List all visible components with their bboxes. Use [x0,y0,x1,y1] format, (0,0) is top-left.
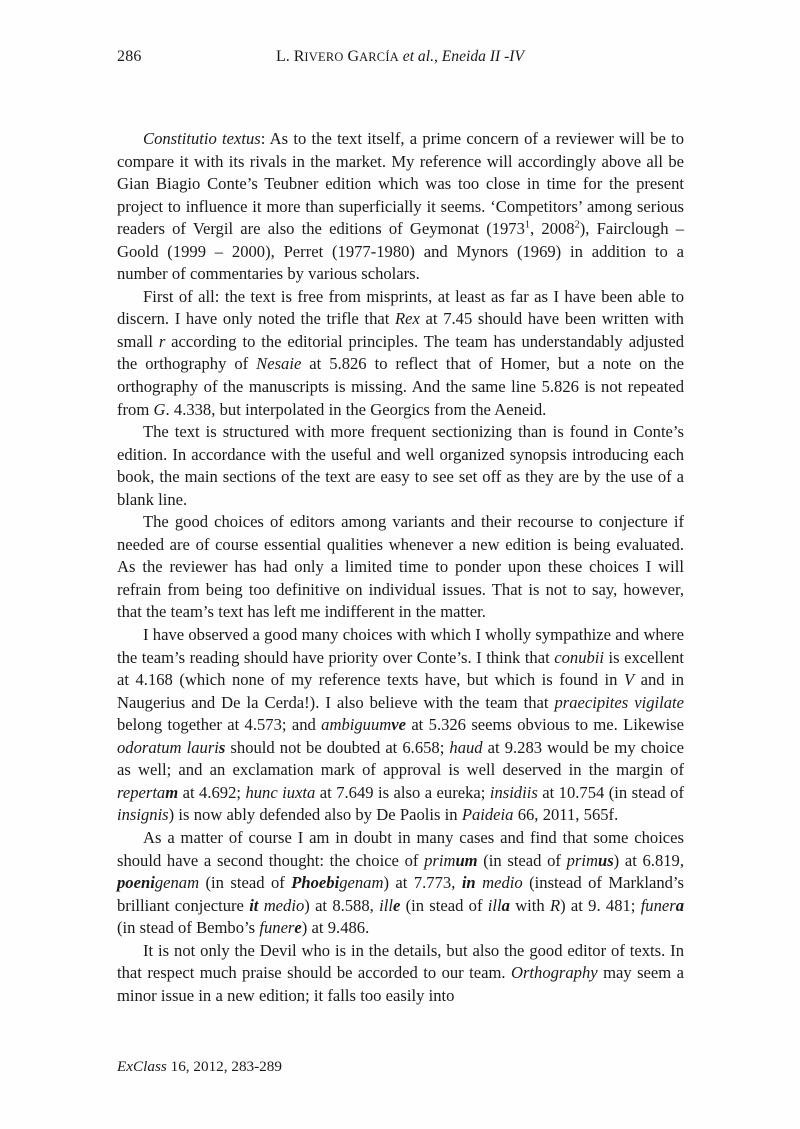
text-run: Orthography [510,963,598,983]
text-run: us [597,850,614,870]
text-run: V [623,670,635,690]
text-run: a [501,895,510,915]
running-head [117,46,683,68]
author-family-smallcaps: ARCÍA [359,50,399,64]
text-run: hunc iuxta [245,782,316,802]
text-run: poeni [117,873,155,893]
text-run: Paideia [461,805,514,825]
text-run: reperta [117,782,166,802]
text-run: praecipites vigilate [554,692,684,712]
text-run: genam [339,873,384,893]
text-run: 1 [524,219,531,231]
author-family-initial: G [343,48,360,65]
text-run: a [675,895,685,915]
text-run: Phoebi [291,873,340,893]
para-matter-of-course: As a matter of course I am in doubt in many cases and find that some choices should have a second thought: the choice of primum (in stead of primus) at 6.819, poenigenam (in stead of Phoebigenam) at 7.773, in medio (instead of Markland’s brilliant conjecture it medio) at 8.588, ille (in stead of illa with R) at 9. 481; funera (in stead of Bembo’s funere) at 9.486. [117,827,685,938]
text-run: insignis [117,805,169,825]
text-run: G [153,399,166,419]
text-run: insidiis [489,782,538,802]
text-run: medio [258,895,305,915]
text-run: r [158,331,166,351]
text-run: R [549,895,561,915]
text-run: odoratum lauri [117,737,219,757]
text-run: prim [424,850,456,870]
text-run: ill [487,895,502,915]
text-run: ambiguum [321,715,392,735]
text-run: haud [449,737,483,757]
text-run: s [218,737,226,757]
author-surname-smallcaps: IVERO [304,50,344,64]
running-head-title [117,46,683,68]
para-devil-details: It is not only the Devil who is in the details, but also the good editor of texts. In that respect much praise should be accorded to our team. Orthography may seem a minor issue in a new edition; it falls too easily into [117,940,684,1005]
page-number: 286 [117,48,142,65]
para-text-structured: The text is structured with more frequent sectionizing than is found in Conte’s edition. In accordance with the useful and well organized synopsis introducing each book, the main sections of the text are easy to see set off as they are by the use of a blank line. [117,422,684,509]
para-first-of-all: First of all: the text is free from misprints, at least as far as I have been able to discern. I have only noted the trifle that Rex at 7.45 should have been written with small r according to the editorial principles. The team has understandably adjusted the orthography of Nesaie at 5.826 to reflect that of Homer, but a note on the orthography of the manuscripts is missing. And the same line 5.826 is not repeated from G. 4.338, but interpolated in the Georgics from the Aeneid. [117,286,685,419]
text-run: m [165,782,179,802]
text-run: um [455,850,478,870]
text-run: funer [640,895,676,915]
text-run: genam [154,873,200,893]
para-constitutio-textus: Constitutio textus: As to the text itself, a prime concern of a reviewer will be to compare it with its rivals in the market. My reference will accordingly above all be Gian Biagio Conte’s Teubner edition which was too close in time for the present project to influence it more than superficially it seems. ‘Competitors’ among serious readers of Vergil are also the editions of Geymonat (1973$^1$, 2008$^2$), Fairclough – Goold (1999 – 2000), Perret (1977-1980) and Mynors (1969) in addition to a number of commentaries by various scholars. [117,129,685,284]
text-run: in [461,873,476,893]
text-run: prim [566,850,598,870]
text-run: e [392,895,401,915]
author-initial: L. R [275,48,305,65]
text-run: conubii [554,647,605,667]
text-run: 2 [574,219,580,231]
text-run: Rex [395,309,420,329]
para-observed-choices: I have observed a good many choices with which I wholly sympathize and where the team’s reading should have priority over Conte’s. I think that conubii is excellent at 4.168 (which none of my reference texts have, but which is found in V and in Naugerius and De la Cerda!). I also believe with the team that praecipites vigilate belong together at 4.573; and ambiguumve at 5.326 seems obvious to me. Likewise odoratum lauris should not be doubted at 6.658; haud at 9.283 would be my choice as well; and an exclamation mark of approval is well deserved in the margin of repertam at 4.692; hunc iuxta at 7.649 is also a eureka; insidiis at 10.754 (in stead of insignis) is now ably defended also by De Paolis in Paideia 66, 2011, 565f. [117,625,685,825]
text-run: funer [259,918,295,938]
work-title: et al., Eneida II -IV [402,48,525,65]
journal-name: ExClass [117,1058,167,1075]
page-footer [117,1057,282,1077]
footer-citation: 16, 2012, 283-289 [166,1058,282,1075]
text-run: medio [475,873,523,893]
text-run: Nesaie [256,354,302,374]
body-text [117,128,684,1007]
para-good-choices: The good choices of editors among variants and their recourse to conjecture if needed are of course essential qualities whenever a new edition is being evaluated. As the reviewer has had only a limited time to ponder upon these choices I will refrain from being too definitive on individual issues. That is not to say, however, that the team’s text has left me indifferent in the matter. [117,512,684,622]
text-run: ve [391,715,406,735]
text-run: e [294,918,302,938]
text-run: Constitutio textus [143,129,261,148]
text-run: ill [379,895,393,915]
text-run: it [249,895,259,915]
